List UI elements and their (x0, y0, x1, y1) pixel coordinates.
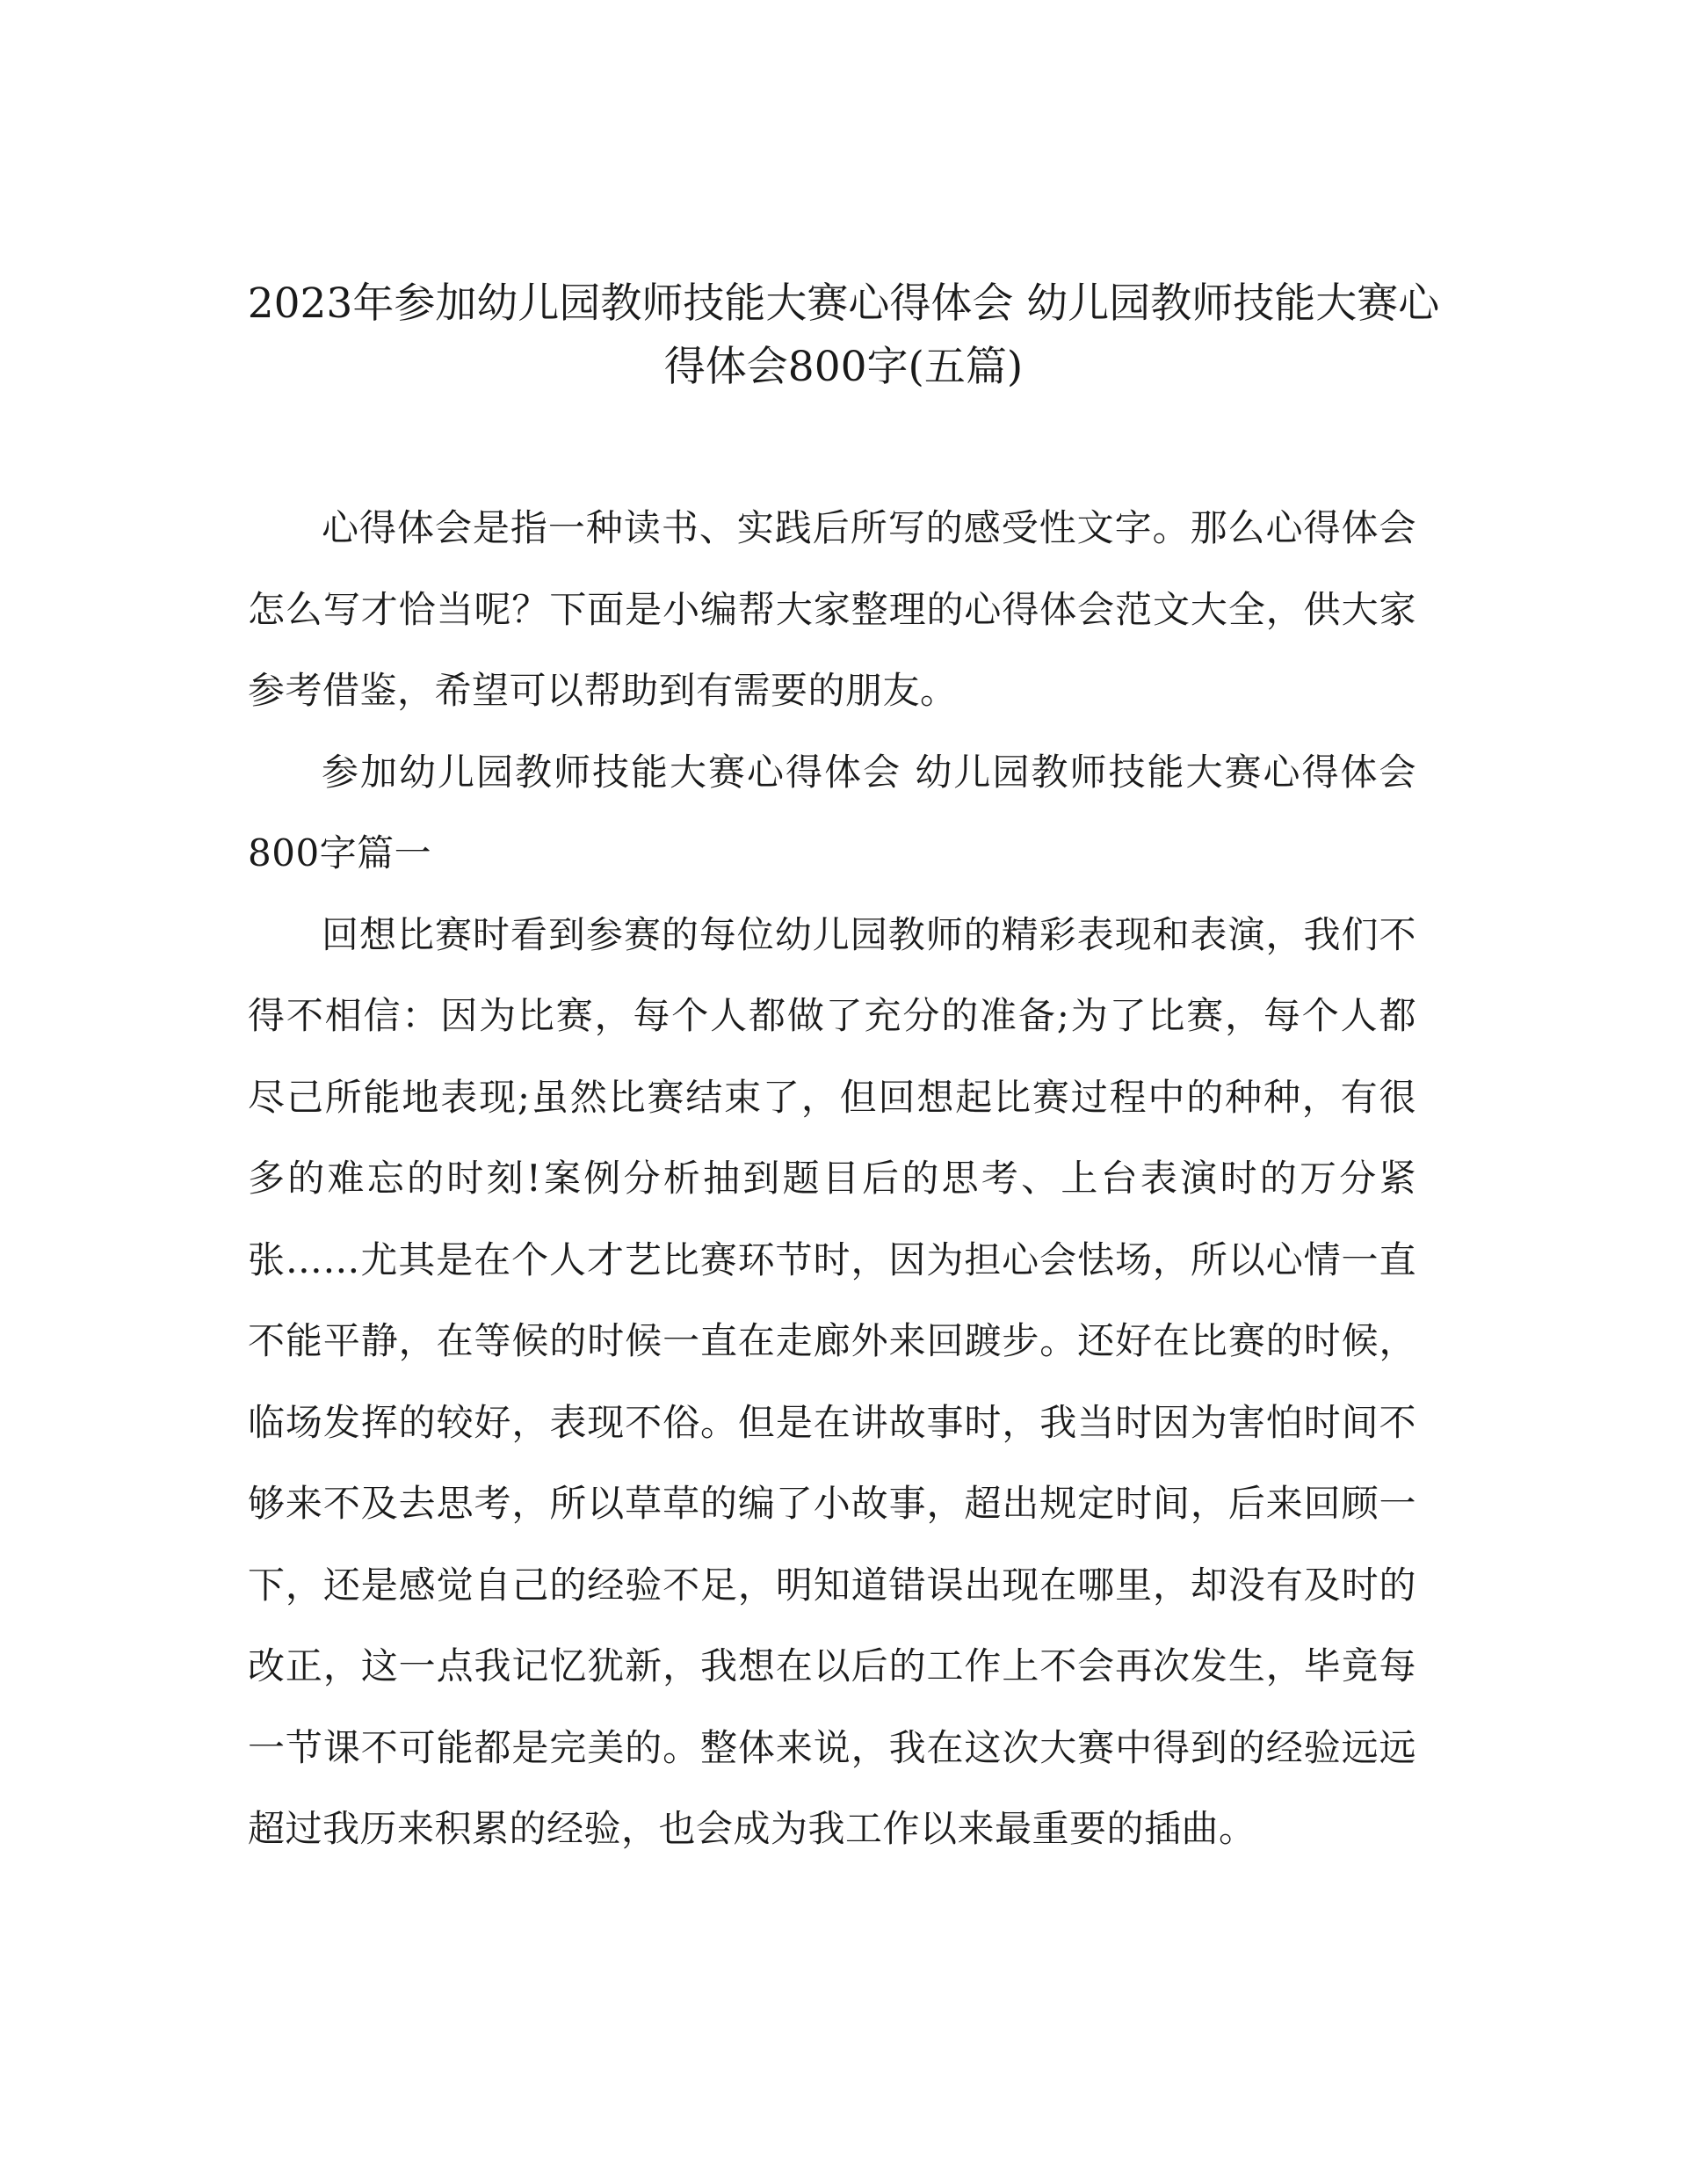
section-heading: 参加幼儿园教师技能大赛心得体会 幼儿园教师技能大赛心得体会800字篇一 (248, 750, 1416, 874)
document-title: 2023年参加幼儿园教师技能大赛心得体会 幼儿园教师技能大赛心得体会800字(五篇) (247, 279, 1440, 391)
intro-paragraph: 心得体会是指一种读书、实践后所写的感受性文字。那么心得体会怎么写才恰当呢？下面是小编帮大家整理的心得体会范文大全，供大家参考借鉴，希望可以帮助到有需要的朋友。 (248, 506, 1416, 712)
document-body (248, 488, 1416, 1870)
body-paragraph: 回想比赛时看到参赛的每位幼儿园教师的精彩表现和表演，我们不得不相信：因为比赛，每个人都做了充分的准备;为了比赛，每个人都尽己所能地表现;虽然比赛结束了，但回想起比赛过程中的种种，有很多的难忘的时刻!案例分析抽到题目后的思考、上台表演时的万分紧张……尤其是在个人才艺比赛环节时，因为担心会怯场，所以心情一直不能平静，在等候的时候一直在走廊外来回踱步。还好在比赛的时候，临场发挥的较好，表现不俗。但是在讲故事时，我当时因为害怕时间不够来不及去思考，所以草草的编了小故事，超出规定时间，后来回顾一下，还是感觉自己的经验不足，明知道错误出现在哪里，却没有及时的改正，这一点我记忆犹新，我想在以后的工作上不会再次发生，毕竟每一节课不可能都是完美的。整体来说，我在这次大赛中得到的经验远远超过我历来积累的经验，也会成为我工作以来最重要的插曲。 (248, 912, 1416, 1850)
